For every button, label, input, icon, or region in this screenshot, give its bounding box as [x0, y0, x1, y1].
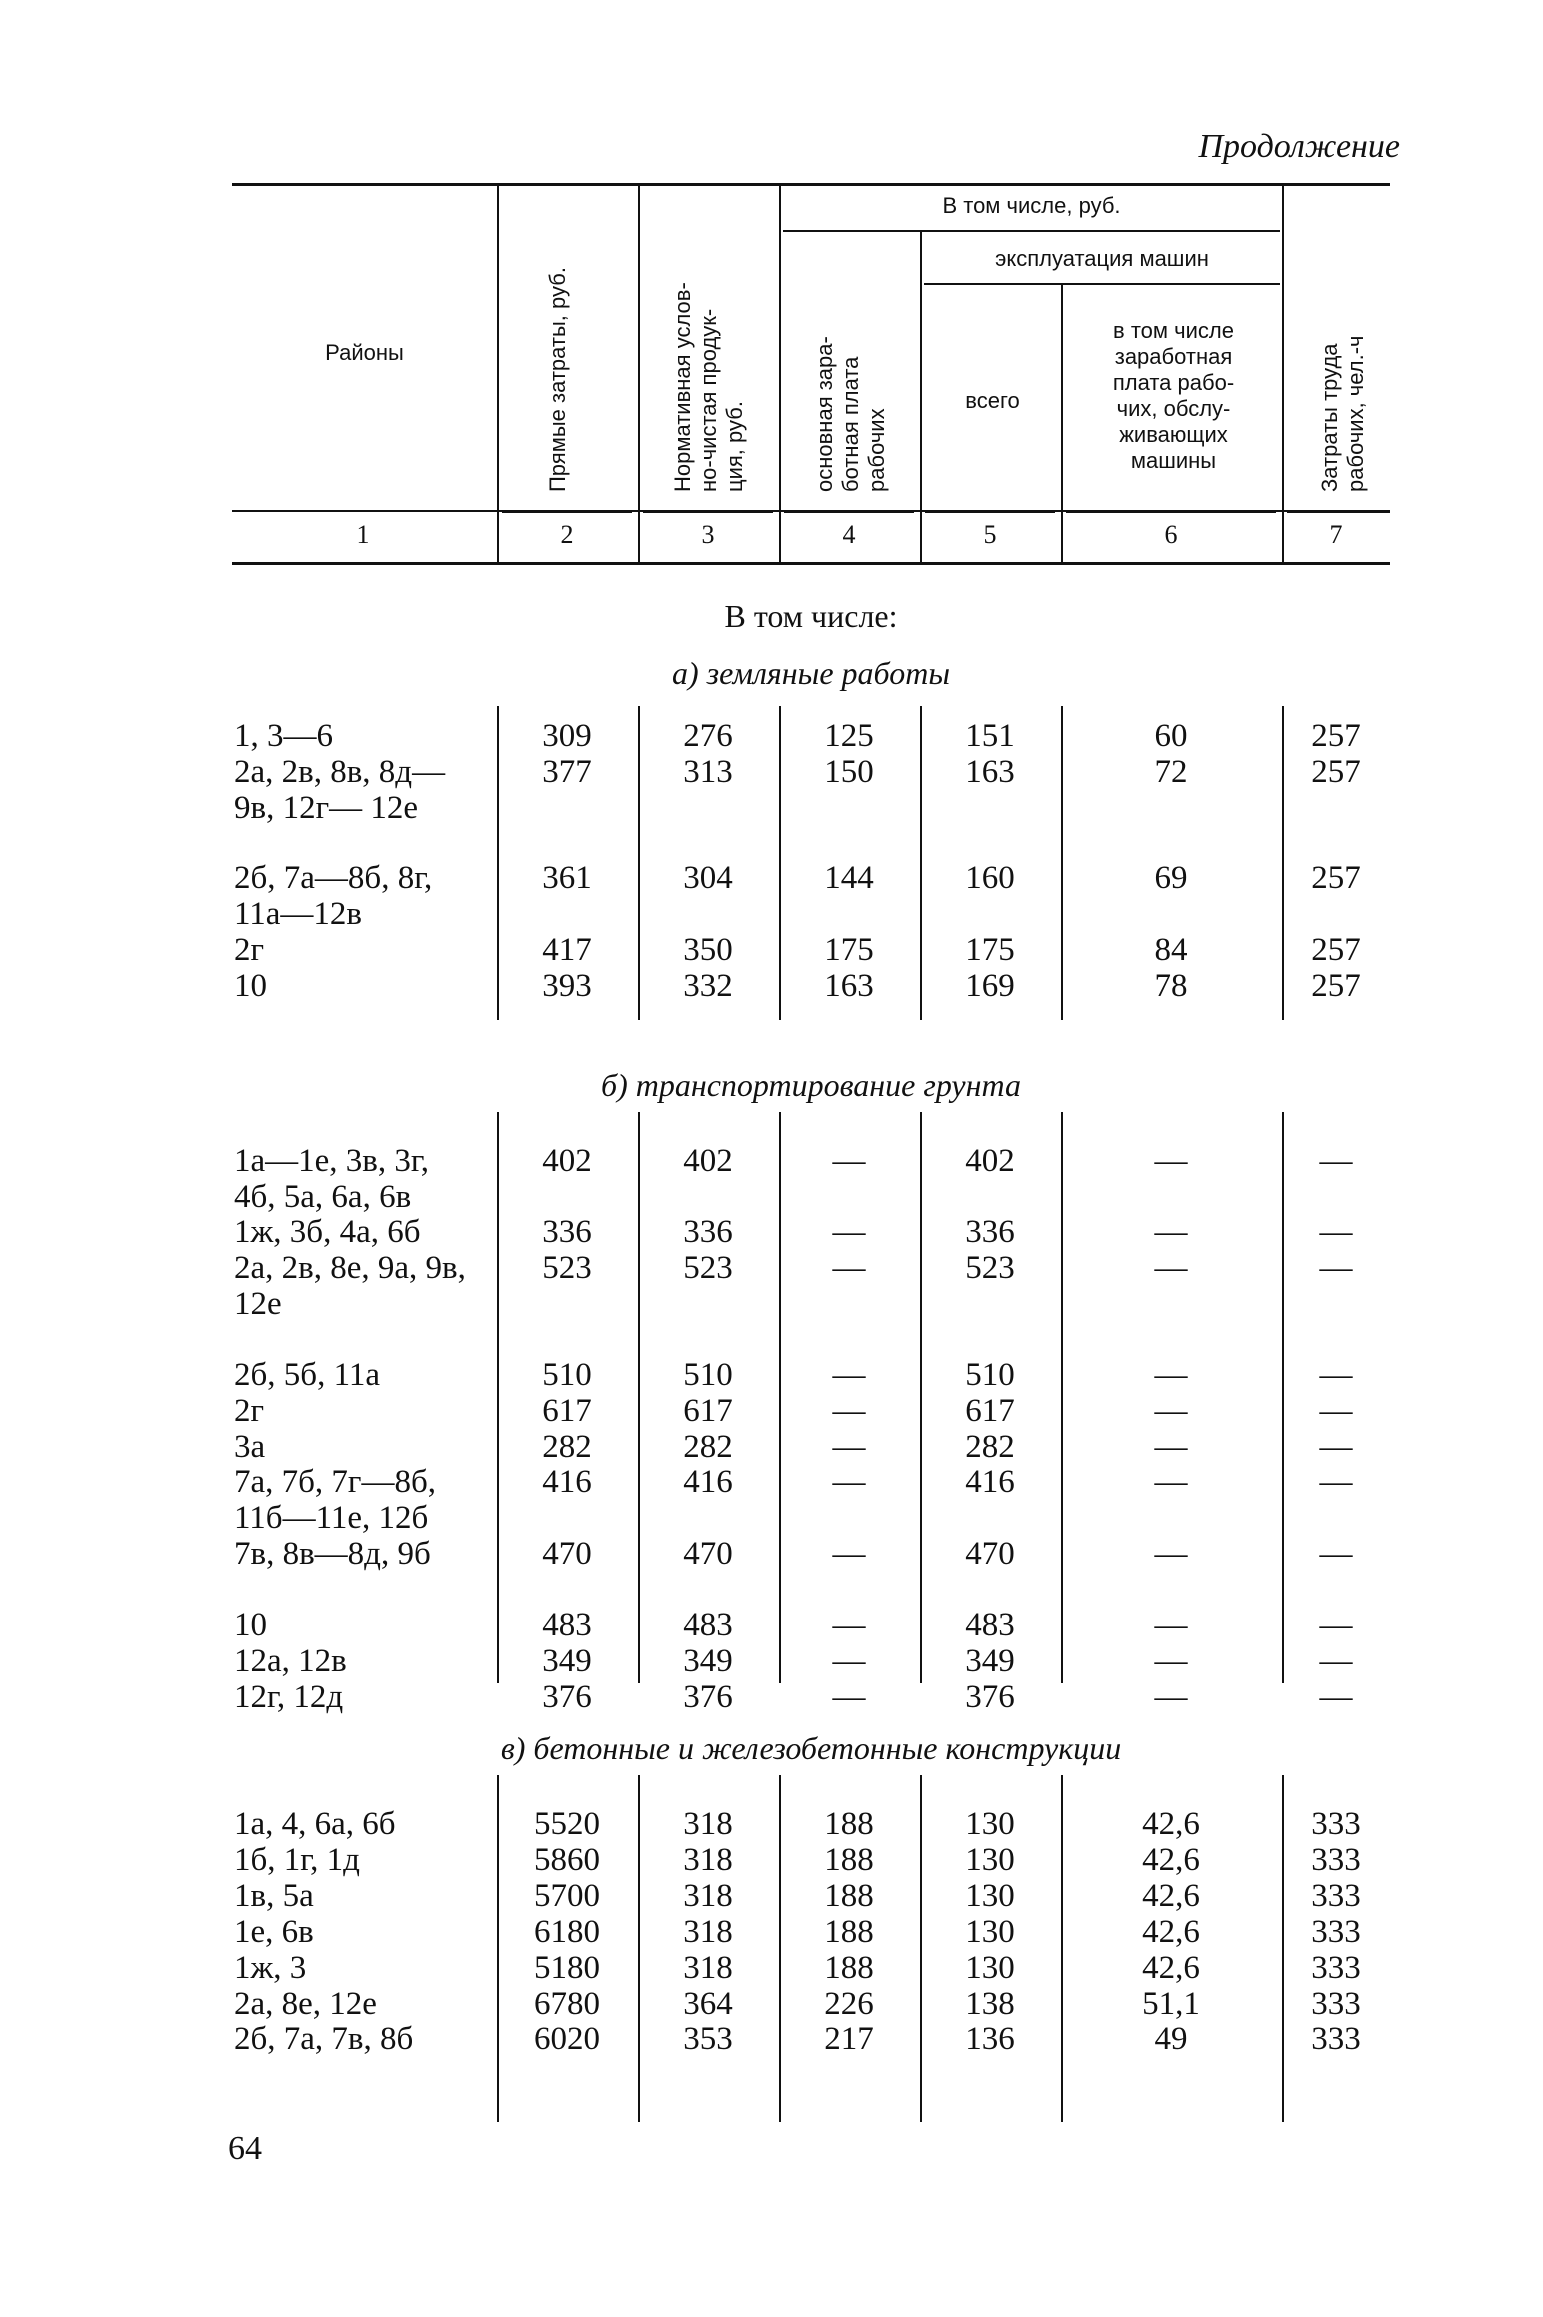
table-cell: 402 — [683, 1143, 733, 1179]
table-cell: 130 — [965, 1806, 1015, 1842]
table-cell: — — [832, 1357, 866, 1393]
table-cell: 188 — [824, 1806, 874, 1842]
row-label: 1а, 4, 6а, 6б — [234, 1806, 396, 1842]
table-cell: 376 — [683, 1679, 733, 1715]
table-cell: 257 — [1311, 860, 1361, 896]
table-cell: — — [1154, 1143, 1188, 1179]
table-cell: — — [832, 1536, 866, 1572]
table-cell: — — [1319, 1679, 1353, 1715]
table-cell: — — [832, 1214, 866, 1250]
table-cell: 318 — [683, 1950, 733, 1986]
table-cell: — — [1319, 1643, 1353, 1679]
table-cell: — — [832, 1393, 866, 1429]
table-cell: — — [832, 1607, 866, 1643]
row-label: 2а, 2в, 8е, 9а, 9в, 12е — [234, 1250, 466, 1322]
table-cell: 42,6 — [1142, 1842, 1200, 1878]
table-cell: 175 — [965, 932, 1015, 968]
table-cell: 470 — [542, 1536, 592, 1572]
column-number-1: 1 — [356, 520, 370, 549]
table-cell: 163 — [965, 754, 1015, 790]
table-cell: 361 — [542, 860, 592, 896]
table-cell: 72 — [1154, 754, 1188, 790]
table-cell: 416 — [683, 1464, 733, 1500]
table-cell: 84 — [1154, 932, 1188, 968]
header-divider-6 — [1282, 186, 1284, 562]
table-cell: 364 — [683, 1986, 733, 2022]
table-cell: 6180 — [534, 1914, 600, 1950]
table-cell: 402 — [965, 1143, 1015, 1179]
header-divider-5 — [1061, 285, 1063, 562]
table-cell: 349 — [683, 1643, 733, 1679]
table-cell: 6020 — [534, 2021, 600, 2057]
table-cell: 226 — [824, 1986, 874, 2022]
table-cell: — — [1154, 1464, 1188, 1500]
continuation-caption: Продолжение — [1198, 128, 1400, 165]
table-cell: 523 — [683, 1250, 733, 1286]
section-heading-concrete: в) бетонные и железобетонные конструкции — [500, 1730, 1122, 1766]
table-cell: 617 — [542, 1393, 592, 1429]
col7-underline — [1287, 510, 1390, 513]
table-cell: 483 — [965, 1607, 1015, 1643]
table-cell: — — [1319, 1143, 1353, 1179]
table-cell: 276 — [683, 718, 733, 754]
row-label: 2г — [234, 1393, 265, 1429]
table-cell: 333 — [1311, 1878, 1361, 1914]
table-cell: — — [1319, 1536, 1353, 1572]
column-number-7: 7 — [1329, 520, 1343, 549]
table-cell: 333 — [1311, 1806, 1361, 1842]
table-cell: 309 — [542, 718, 592, 754]
column-number-6: 6 — [1164, 520, 1178, 549]
table-cell: 313 — [683, 754, 733, 790]
header-divider-2 — [638, 186, 640, 562]
table-cell: — — [1154, 1357, 1188, 1393]
table-cell: 130 — [965, 1914, 1015, 1950]
row-label: 2а, 2в, 8в, 8д—9в, 12г— 12е — [234, 754, 446, 826]
header-group-total: В том числе, руб. — [942, 193, 1121, 218]
table-cell: — — [1154, 1536, 1188, 1572]
table-cell: — — [1154, 1679, 1188, 1715]
table-cell: 257 — [1311, 932, 1361, 968]
row-label: 2б, 7а—8б, 8г, 11а—12в — [234, 860, 433, 932]
header-regions: Районы — [325, 340, 404, 365]
row-label: 12г, 12д — [234, 1679, 344, 1715]
row-label: 1е, 6в — [234, 1914, 314, 1950]
table-cell: — — [1319, 1429, 1353, 1465]
table-cell: 416 — [542, 1464, 592, 1500]
table-cell: 470 — [965, 1536, 1015, 1572]
row-label: 1а—1е, 3в, 3г, 4б, 5а, 6а, 6в — [234, 1143, 429, 1215]
table-cell: 51,1 — [1142, 1986, 1200, 2022]
row-label: 2б, 7а, 7в, 8б — [234, 2021, 414, 2057]
table-cell: 6780 — [534, 1986, 600, 2022]
table-cell: — — [1154, 1250, 1188, 1286]
table-cell: — — [1154, 1643, 1188, 1679]
table-cell: 416 — [965, 1464, 1015, 1500]
table-cell: 483 — [542, 1607, 592, 1643]
table-cell: 130 — [965, 1842, 1015, 1878]
row-label: 1, 3—6 — [234, 718, 333, 754]
section-heading-soil-transport: б) транспортирование грунта — [600, 1067, 1021, 1103]
table-cell: 42,6 — [1142, 1878, 1200, 1914]
row-label: 2г — [234, 932, 265, 968]
table-cell: — — [1154, 1607, 1188, 1643]
header-direct-costs: Прямые затраты, руб. — [545, 267, 570, 492]
table-cell: 349 — [542, 1643, 592, 1679]
table-cell: — — [1319, 1214, 1353, 1250]
table-cell: 188 — [824, 1914, 874, 1950]
table-cell: — — [832, 1143, 866, 1179]
table-cell: 169 — [965, 968, 1015, 1004]
table-cell: 393 — [542, 968, 592, 1004]
table-cell: 318 — [683, 1878, 733, 1914]
table-cell: 217 — [824, 2021, 874, 2057]
table-cell: 60 — [1154, 718, 1188, 754]
intro-heading: В том числе: — [724, 598, 898, 634]
section-3-column-rule — [1061, 1775, 1063, 2122]
column-number-5: 5 — [983, 520, 997, 549]
table-cell: 130 — [965, 1878, 1015, 1914]
header-machine-operator-wage: в том числе заработная плата рабо- чих, обслу- живающих машины — [1112, 318, 1235, 473]
table-cell: 376 — [965, 1679, 1015, 1715]
table-cell: 282 — [965, 1429, 1015, 1465]
row-label: 1ж, 3б, 4а, 6б — [234, 1214, 421, 1250]
row-label: 3а — [234, 1429, 266, 1465]
table-cell: 42,6 — [1142, 1914, 1200, 1950]
col5-underline — [925, 510, 1055, 513]
table-top-rule — [232, 183, 1390, 186]
table-cell: 78 — [1154, 968, 1188, 1004]
table-cell: — — [832, 1643, 866, 1679]
column-number-4: 4 — [842, 520, 856, 549]
group-rule — [783, 230, 1280, 232]
table-cell: 349 — [965, 1643, 1015, 1679]
table-cell: — — [1319, 1250, 1353, 1286]
table-cell: 336 — [683, 1214, 733, 1250]
table-cell: 523 — [542, 1250, 592, 1286]
table-cell: — — [1319, 1393, 1353, 1429]
table-cell: 257 — [1311, 968, 1361, 1004]
page-number: 64 — [228, 2130, 262, 2167]
table-cell: — — [1154, 1429, 1188, 1465]
header-divider-3 — [779, 186, 781, 562]
table-cell: 175 — [824, 932, 874, 968]
table-cell: 188 — [824, 1950, 874, 1986]
table-cell: 333 — [1311, 1914, 1361, 1950]
row-label: 2а, 8е, 12е — [234, 1986, 377, 2022]
table-cell: 617 — [683, 1393, 733, 1429]
table-cell: 510 — [965, 1357, 1015, 1393]
table-cell: 470 — [683, 1536, 733, 1572]
header-divider-4 — [920, 232, 922, 562]
table-cell: 402 — [542, 1143, 592, 1179]
table-cell: 257 — [1311, 718, 1361, 754]
table-cell: 188 — [824, 1878, 874, 1914]
column-number-2: 2 — [560, 520, 574, 549]
header-divider-1 — [497, 186, 499, 562]
header-labor-costs: Затраты труда рабочих, чел.-ч — [1317, 335, 1368, 492]
section-2-column-rule — [1061, 1112, 1063, 1683]
table-cell: 163 — [824, 968, 874, 1004]
header-base-wage: основная зара- ботная плата рабочих — [812, 336, 889, 492]
table-cell: 377 — [542, 754, 592, 790]
table-cell: 333 — [1311, 1950, 1361, 1986]
header-machines-total: всего — [965, 388, 1020, 413]
header-machine-operation: эксплуатация машин — [995, 246, 1209, 271]
row-label: 1б, 1г, 1д — [234, 1842, 360, 1878]
machines-rule — [924, 283, 1280, 285]
table-cell: 130 — [965, 1950, 1015, 1986]
table-cell: 417 — [542, 932, 592, 968]
table-cell: — — [1319, 1464, 1353, 1500]
table-cell: — — [832, 1250, 866, 1286]
table-cell: 336 — [965, 1214, 1015, 1250]
table-cell: 304 — [683, 860, 733, 896]
col2-underline — [502, 510, 632, 513]
table-cell: 69 — [1154, 860, 1188, 896]
table-cell: — — [832, 1679, 866, 1715]
table-cell: 333 — [1311, 1986, 1361, 2022]
table-cell: 333 — [1311, 1842, 1361, 1878]
row-label: 1ж, 3 — [234, 1950, 307, 1986]
table-cell: 5520 — [534, 1806, 600, 1842]
table-cell: 353 — [683, 2021, 733, 2057]
table-cell: 49 — [1154, 2021, 1188, 2057]
table-cell: 136 — [965, 2021, 1015, 2057]
table-cell: 350 — [683, 932, 733, 968]
table-cell: 5700 — [534, 1878, 600, 1914]
section-heading-earthworks: а) земляные работы — [672, 655, 950, 691]
table-cell: 150 — [824, 754, 874, 790]
table-cell: 160 — [965, 860, 1015, 896]
section-1-column-rule — [1061, 706, 1063, 1020]
table-cell: 188 — [824, 1842, 874, 1878]
table-cell: 333 — [1311, 2021, 1361, 2057]
header-normative-production: Нормативная услов- но-чистая продук- ция, руб. — [670, 282, 747, 492]
table-cell: 5180 — [534, 1950, 600, 1986]
row-label: 7а, 7б, 7г—8б, 11б—11е, 12б — [234, 1464, 437, 1536]
table-cell: — — [832, 1464, 866, 1500]
table-cell: 42,6 — [1142, 1950, 1200, 1986]
row-label: 7в, 8в—8д, 9б — [234, 1536, 431, 1572]
row-label: 1в, 5а — [234, 1878, 314, 1914]
table-cell: — — [832, 1429, 866, 1465]
col3-underline — [643, 510, 773, 513]
table-cell: 483 — [683, 1607, 733, 1643]
table-cell: 5860 — [534, 1842, 600, 1878]
row-label: 10 — [234, 1607, 267, 1643]
table-cell: 523 — [965, 1250, 1015, 1286]
table-cell: 332 — [683, 968, 733, 1004]
table-cell: — — [1154, 1214, 1188, 1250]
row-label: 10 — [234, 968, 267, 1004]
table-cell: 336 — [542, 1214, 592, 1250]
table-cell: 376 — [542, 1679, 592, 1715]
row-label: 2б, 5б, 11а — [234, 1357, 381, 1393]
table-cell: 144 — [824, 860, 874, 896]
table-cell: 282 — [683, 1429, 733, 1465]
table-cell: — — [1319, 1357, 1353, 1393]
table-cell: — — [1154, 1393, 1188, 1429]
table-cell: 318 — [683, 1806, 733, 1842]
table-cell: 282 — [542, 1429, 592, 1465]
table-cell: 138 — [965, 1986, 1015, 2022]
table-cell: — — [1319, 1607, 1353, 1643]
col4-underline — [784, 510, 914, 513]
table-cell: 257 — [1311, 754, 1361, 790]
table-cell: 318 — [683, 1914, 733, 1950]
column-number-3: 3 — [701, 520, 715, 549]
table-cell: 125 — [824, 718, 874, 754]
row-label: 12а, 12в — [234, 1643, 347, 1679]
column-numbers-rule — [232, 562, 1390, 565]
table-cell: 42,6 — [1142, 1806, 1200, 1842]
table-cell: 510 — [683, 1357, 733, 1393]
col6-underline — [1066, 510, 1276, 513]
table-cell: 510 — [542, 1357, 592, 1393]
table-cell: 617 — [965, 1393, 1015, 1429]
table-cell: 151 — [965, 718, 1015, 754]
table-cell: 318 — [683, 1842, 733, 1878]
